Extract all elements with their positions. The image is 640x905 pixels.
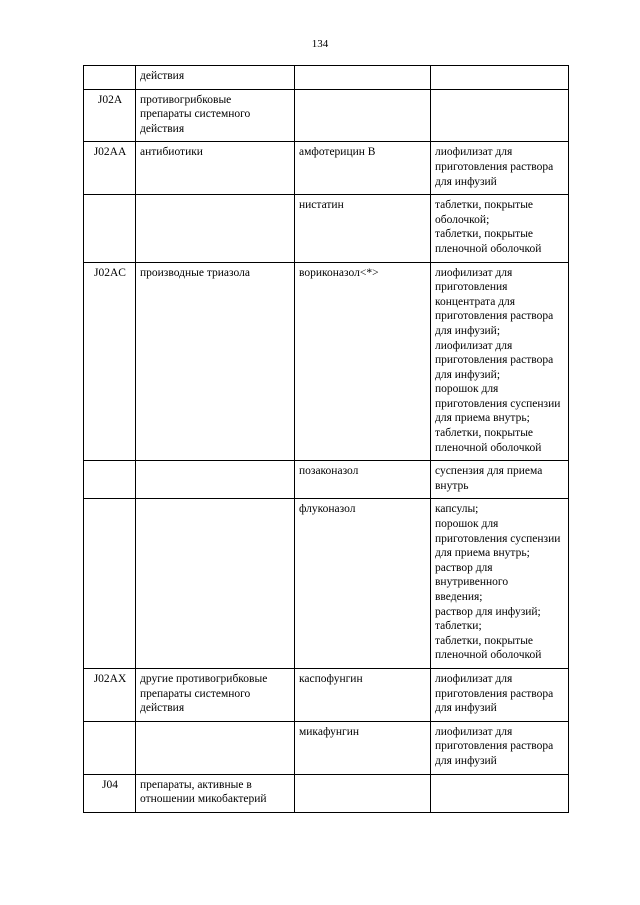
cell-line: лиофилизат для	[435, 725, 513, 738]
cell-line: раствор для инфузий;	[435, 605, 541, 618]
cell-line: капсулы;	[435, 503, 479, 516]
cell-line: противогрибковые	[140, 93, 232, 106]
cell-line: для инфузий;	[435, 368, 501, 381]
cell-line: производные триазола	[140, 266, 250, 279]
table-row	[84, 721, 569, 774]
pharmacological-group-cell	[136, 195, 295, 262]
cell-line: приготовления раствора	[435, 310, 554, 323]
cell-line: приготовления раствора	[435, 160, 554, 173]
cell-line: для приема внутрь;	[435, 547, 530, 560]
cell-line: нистатин	[299, 199, 344, 212]
drug-name-cell	[295, 89, 431, 142]
table-row	[84, 66, 569, 90]
cell-line: действия	[140, 70, 185, 82]
cell-line: пленочной оболочкой	[435, 242, 542, 255]
atc-code-cell	[84, 195, 136, 262]
cell-line: концентрата для	[435, 295, 516, 308]
cell-line: порошок для	[435, 518, 499, 531]
cell-line: вориконазол<*>	[299, 266, 379, 279]
pharmacological-group-cell	[136, 774, 295, 812]
cell-line: лиофилизат для	[435, 339, 513, 352]
dosage-forms-cell	[431, 66, 569, 90]
atc-code-cell	[84, 499, 136, 669]
dosage-forms-cell	[431, 89, 569, 142]
pharmacological-group-cell	[136, 262, 295, 461]
cell-line: суспензия для приема	[435, 465, 543, 478]
atc-code-cell	[84, 66, 136, 90]
cell-line: внутрь	[435, 479, 469, 492]
cell-line: раствор для внутривенного	[435, 561, 509, 589]
pharmacological-group-cell	[136, 461, 295, 499]
cell-line: приготовления раствора	[435, 354, 554, 367]
cell-line: для приема внутрь;	[435, 412, 530, 425]
cell-line: введения;	[435, 591, 483, 603]
cell-line: микафунгин	[299, 725, 360, 738]
table-row	[84, 461, 569, 499]
cell-line: таблетки, покрытые	[435, 634, 534, 647]
table-row	[84, 89, 569, 142]
cell-line: лиофилизат для	[435, 672, 513, 685]
drug-name-cell	[295, 721, 431, 774]
dosage-forms-cell	[431, 262, 569, 461]
pharmacological-group-cell	[136, 66, 295, 90]
cell-line: приготовления суспензии	[435, 532, 561, 545]
dosage-forms-cell	[431, 721, 569, 774]
dosage-forms-cell	[431, 142, 569, 195]
cell-line: пленочной оболочкой	[435, 441, 542, 454]
drug-name-cell	[295, 262, 431, 461]
cell-line: для инфузий;	[435, 324, 501, 337]
cell-line: лиофилизат для	[435, 146, 513, 159]
cell-line: другие противогрибковые	[140, 672, 268, 685]
pharmacological-group-cell	[136, 668, 295, 721]
table-row	[84, 142, 569, 195]
cell-line: для инфузий	[435, 175, 497, 188]
cell-line: позаконазол	[299, 465, 359, 478]
cell-line: таблетки, покрытые	[435, 427, 534, 440]
table-row	[84, 774, 569, 812]
pharmacological-group-cell	[136, 89, 295, 142]
table-row	[84, 195, 569, 262]
drug-name-cell	[295, 668, 431, 721]
atc-code-cell: J02AC	[84, 262, 136, 461]
atc-code-cell	[84, 721, 136, 774]
drug-name-cell	[295, 195, 431, 262]
atc-code-cell	[84, 461, 136, 499]
table-row	[84, 668, 569, 721]
cell-line: для инфузий	[435, 754, 497, 767]
table-body	[84, 66, 569, 813]
cell-line: антибиотики	[140, 146, 203, 159]
atc-code-cell: J02A	[84, 89, 136, 142]
dosage-forms-cell	[431, 461, 569, 499]
cell-line: амфотерицин B	[299, 146, 376, 159]
cell-line: таблетки;	[435, 620, 482, 633]
cell-line: отношении микобактерий	[140, 793, 267, 806]
cell-line: действия	[140, 122, 185, 135]
cell-line: таблетки, покрытые	[435, 228, 534, 241]
cell-line: оболочкой;	[435, 213, 490, 226]
drug-name-cell	[295, 142, 431, 195]
cell-line: препараты, активные в	[140, 778, 252, 791]
drug-name-cell	[295, 499, 431, 669]
drug-name-cell	[295, 461, 431, 499]
cell-line: каспофунгин	[299, 672, 363, 685]
cell-line: препараты системного	[140, 108, 251, 121]
atc-code-cell: J04	[84, 774, 136, 812]
pharmacological-group-cell	[136, 499, 295, 669]
cell-line: приготовления суспензии	[435, 397, 561, 410]
cell-line: лиофилизат для	[435, 266, 513, 279]
drug-name-cell	[295, 774, 431, 812]
atc-code-cell: J02AX	[84, 668, 136, 721]
atc-code-cell: J02AA	[84, 142, 136, 195]
cell-line: приготовления	[435, 281, 508, 294]
dosage-forms-cell	[431, 774, 569, 812]
drug-table	[83, 65, 569, 813]
cell-line: приготовления раствора	[435, 687, 554, 700]
dosage-forms-cell	[431, 195, 569, 262]
cell-line: пленочной оболочкой	[435, 649, 542, 662]
dosage-forms-cell	[431, 499, 569, 669]
drug-name-cell	[295, 66, 431, 90]
dosage-forms-cell	[431, 668, 569, 721]
cell-line: препараты системного	[140, 687, 251, 700]
cell-line: для инфузий	[435, 702, 497, 715]
page-number: 134	[311, 38, 329, 50]
pharmacological-group-cell	[136, 721, 295, 774]
cell-line: приготовления раствора	[435, 740, 554, 753]
cell-line: порошок для	[435, 383, 499, 396]
table-row	[84, 262, 569, 461]
table-row	[84, 499, 569, 669]
cell-line: флуконазол	[299, 503, 356, 516]
pharmacological-group-cell	[136, 142, 295, 195]
cell-line: таблетки, покрытые	[435, 199, 534, 212]
cell-line: действия	[140, 702, 185, 715]
